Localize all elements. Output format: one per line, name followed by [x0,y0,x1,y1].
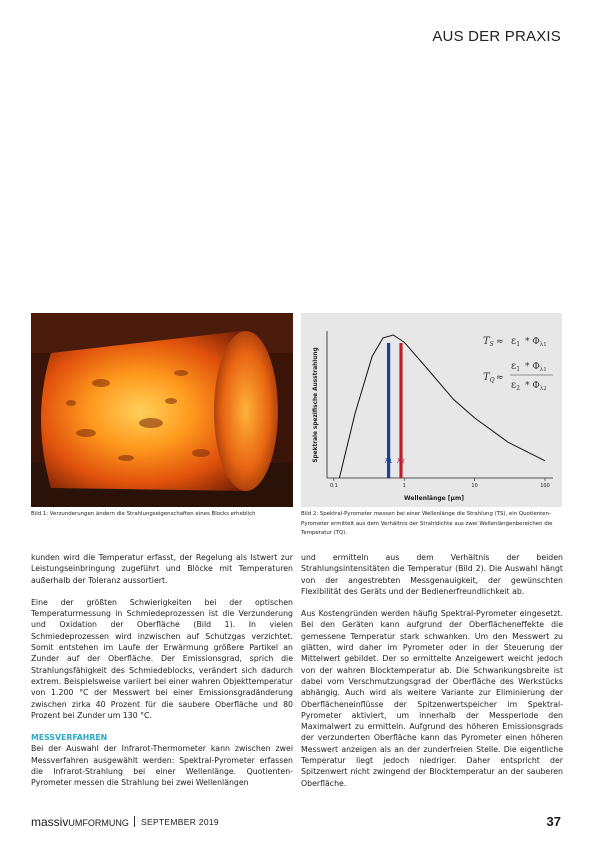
svg-text:ε1: $\varepsilon_1$ [511,336,521,348]
x-axis-label: Wellenlänge [µm] [404,495,464,502]
paragraph: und ermitteln aus dem Verhältnis der beiden Strahlungsintensitäten die Temperatur (Bild 2). Die Auswahl hängt von der angestrebten Messgenauigkeit, der gewünschten Flexibilität des Geräts und der Bedienerfreundlichkeit ab. [301,553,563,596]
x-tick-label: 1 [402,483,406,489]
section-title: AUS DER PRAXIS [432,28,561,45]
paragraph: Aus Kostengründen werden häufig Spektral-Pyrometer eingesetzt. Bei den Geräten kann aufgrund der Oberflächeneffekte die gemessene Temperatur stark schwanken. Um den Messwert zu glätten, wird daher im Pyrometer oder in der Steuerung der Mittelwert gebildet. Der so ermittelte Anzeigewert weicht jedoch von der wahren Blocktemperatur ab. Die Schwankungsbreite ist dabei vom Verschmutzungsgrad der Oberfläche des Werkstücks abhängig. Auch wird als weitere Variante zur Eliminierung der Oberflächeneinflüsse der Spitzenwertspeicher im Spektral-Pyrometer aktiviert, um innerhalb der Messperiode den Maximalwert zu ermitteln. Aufgrund des höheren Emissionsgrads der verzunderten Oberfläche kann das Pyrometer einen höheren Messwert anzeigen als an der zunderfreien Stelle. Die eigentliche Temperatur liegt jedoch niedriger. Daher entspricht der Spitzenwert nicht zwingend der Blocktemperatur an der sauberen Oberfläche. [301,609,563,788]
forged-block-photo [31,313,293,507]
svg-text:TQ: $T_Q$ [483,372,495,384]
formula-tq [483,361,553,392]
wavelength-label: λ1 [384,457,393,465]
y-axis-label: Spektrale spezifische Ausstrahlung [313,347,319,463]
svg-text:* Φλ2: * $\Phi_{\lambda 2}$ [525,381,547,392]
wavelength-label: λ2 [396,457,405,465]
svg-text:≈: ≈ [496,337,504,347]
footer-divider [134,816,135,827]
issue-date: SEPTEMBER 2019 [141,817,219,827]
paragraph: Eine der größten Schwierigkeiten bei der optischen Temperaturmessung in Schmiedeprozessen ist die Verzunderung und Oxidation der Oberfläche (Bild 1). In vielen Schmiedeprozessen wird inzwischen auf Schutzgas verzichtet. Somit entstehen im Laufe der Erwärmung größere Partikel an Zunder auf der Oberfläche. Der Emissionsgrad, sprich die Strahlungsfähigkeit des Schmiedeblocks, verändert sich dadurch extrem. Beispielsweise variiert bei einer wahren Objekttemperatur von 1.200 °C der Messwert bei einer Emissionsgradänderung zwischen zirka 40 Prozent für die saubere Oberfläche und 80 Prozent bei Zunder um 130 °C. [31,597,293,720]
x-tick-label: 10 [471,483,478,489]
svg-text:* Φλ1: * $\Phi_{\lambda 1}$ [525,337,547,348]
x-tick-label: 100 [540,483,550,489]
formula-ts [483,336,547,348]
svg-text:ε1: $\varepsilon_1$ [511,361,521,373]
paragraph: Bei der Auswahl der Infrarot-Thermometer kann zwischen zwei Messverfahren ausgewählt werden: Spektral-Pyrometer erfassen die Infrarot-Strahlung bei einer Wellenlänge. Quotienten-Pyrometer messen die Strahlung bei zwei Wellenlängen [31,744,293,788]
section-heading: MESSVERFAHREN [31,733,108,743]
left-column [31,552,293,800]
spectral-diagram [301,313,562,507]
figure-2-caption: Bild 2: Spektral-Pyrometer messen bei einer Wellenlänge die Strahlung (TS), ein Quotienten-Pyrometer ermittelt aus dem Verhältnis der Strahldichte aus zwei Wellenlängenbereichen die Temperatur (TQ). [301,511,553,536]
figure-1-caption: Bild 1: Verzunderungen ändern die Strahlungseigenschaften eines Blocks erheblich [31,511,256,517]
emission-curve [339,335,545,478]
svg-text:≈: ≈ [496,373,504,383]
magazine-brand: massivUMFORMUNG [31,815,129,829]
paragraph: kunden wird die Temperatur erfasst, der Regelung als Istwert zur Leistungseinbringung zugeführt und Blöcke mit Temperaturen außerhalb der Toleranz aussortiert. [31,553,293,585]
svg-text:ε2: $\varepsilon_2$ [511,380,521,392]
svg-text:* Φλ1: * $\Phi_{\lambda 1}$ [525,362,547,373]
x-tick-label: 0,1 [329,483,338,489]
footer [31,815,561,831]
page-number: 37 [546,814,561,829]
svg-text:TS: $T_S$ [483,336,494,348]
right-column [301,552,563,800]
